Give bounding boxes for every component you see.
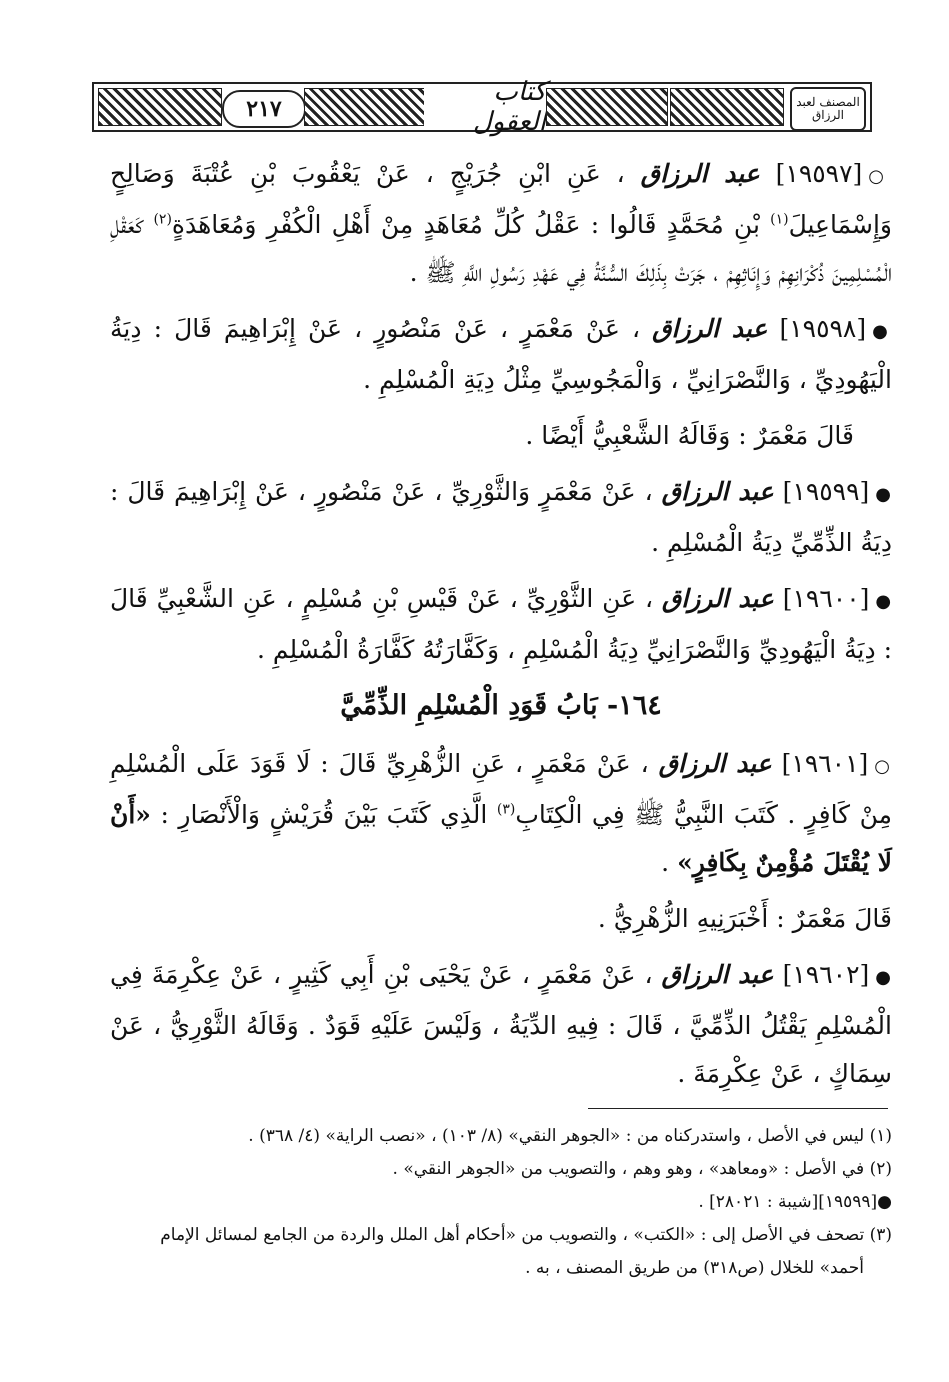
hadith-paragraph bbox=[110, 150, 892, 297]
author-name: عبد الرزاق bbox=[640, 159, 760, 188]
hadith-paragraph bbox=[110, 575, 892, 674]
page-header bbox=[92, 77, 872, 137]
hadith-number: [١٩٦٠٢] bbox=[782, 960, 870, 989]
hadith-text: ، عَنْ مَعْمَرٍ ، عَنْ مَنْصُورٍ ، عَنْ إِبْرَاهِيمَ قَالَ : دِيَةُ الْيَهُودِيِّ ، وَالنَّصْرَانِيِّ ، وَالْمَجُوسِيِّ مِثْلُ دِيَةِ الْمُسْلِمِ . bbox=[110, 314, 892, 394]
author-name: عبد الرزاق bbox=[652, 314, 768, 343]
ornament-band bbox=[98, 88, 222, 126]
footnote: (١) ليس في الأصل ، واستدركناه من : «الجوهر النقي» (٨/ ١٠٣) ، «نصب الراية» (٤/ ٣٦٨) . bbox=[248, 1126, 892, 1146]
ornament-band bbox=[304, 88, 426, 126]
hadith-number: [١٩٦٠١] bbox=[781, 749, 869, 778]
hadith-marker: ○ bbox=[868, 166, 892, 187]
author-name: عبد الرزاق bbox=[658, 749, 772, 778]
hadith-marker: ● bbox=[875, 484, 893, 505]
hadith-text: ، عَنْ مَعْمَرٍ وَالثَّوْرِيِّ ، عَنْ مَنْصُورٍ ، عَنْ إِبْرَاهِيمَ قَالَ : دِيَةُ الذِّمِّيِّ دِيَةُ الْمُسْلِمِ . bbox=[110, 477, 892, 557]
hadith-paragraph bbox=[110, 951, 892, 1098]
hadith-number: [١٩٥٩٨] bbox=[779, 314, 867, 343]
hadith-text: كَعَقْلِ الْمُسْلِمِينَ ذُكْرَانِهِمْ وَإِنَاثِهِمْ ، جَرَتْ بِذَلِكَ السُّنَّةُ فِي عَهْدِ رَسُولِ اللَّهِ ﷺ . bbox=[110, 210, 892, 287]
narrator-note: قَالَ مَعْمَرٌ : أَخْبَرَنِيهِ الزُّهْرِيُّ . bbox=[597, 904, 892, 933]
ornament-band bbox=[670, 88, 784, 126]
hadith-number: [١٩٥٩٧] bbox=[775, 159, 863, 188]
author-name: عبد الرزاق bbox=[661, 584, 774, 613]
footnote: (٣) تصحف في الأصل إلى : «الكتب» ، والتصويب من «أحكام أهل الملل والردة من الجامع لمسائل الإمام bbox=[160, 1225, 892, 1245]
hadith-paragraph bbox=[110, 468, 892, 567]
footnote-ref: (٣) bbox=[496, 801, 516, 818]
hadith-text: . bbox=[661, 848, 670, 877]
running-title: كتاب العقول bbox=[424, 86, 546, 128]
hadith-text: ، عَنْ مَعْمَرٍ ، عَنِ الزُّهْرِيِّ قَالَ : لَا قَوَدَ عَلَى الْمُسْلِمِ مِنْ كَافِرٍ . كَتَبَ النَّبِيُّ ﷺ فِي الْكِتَابِ bbox=[110, 749, 893, 829]
hadith-text: ، عَنْ مَعْمَرٍ ، عَنْ يَحْيَى بْنِ أَبِي كَثِيرٍ ، عَنْ عِكْرِمَةَ فِي الْمُسْلِمِ يَقْتُلُ الذِّمِّيَّ ، قَالَ : فِيهِ الدِّيَةُ ، وَلَيْسَ عَلَيْهِ قَوَدٌ . وَقَالَهُ الثَّوْرِيُّ ، عَنْ سِمَاكٍ ، عَنْ عِكْرِمَةَ . bbox=[110, 960, 892, 1088]
chapter-heading: ١٦٤- بَابُ قَوَدِ الْمُسْلِمِ الذِّمِّيَّ bbox=[340, 690, 662, 721]
hadith-number: [١٩٦٠٠] bbox=[782, 584, 870, 613]
hadith-paragraph bbox=[110, 305, 892, 404]
narrator-note: قَالَ مَعْمَرٌ : وَقَالَهُ الشَّعْبِيُّ أَيْضًا . bbox=[525, 421, 854, 450]
hadith-text: الَّذِي كَتَبَ بَيْنَ قُرَيْشٍ وَالْأَنْصَارِ : bbox=[160, 800, 488, 829]
book-logo: المصنف لعبد الرزاق bbox=[790, 87, 866, 131]
footnotes bbox=[110, 1120, 892, 1285]
page-number: ٢١٧ bbox=[222, 90, 306, 128]
main-text bbox=[110, 150, 892, 1106]
hadith-number: [١٩٥٩٩] bbox=[782, 477, 870, 506]
hadith-paragraph bbox=[110, 740, 892, 887]
footnote-continuation: أحمد» للخلال (ص٣١٨) من طريق المصنف ، به . bbox=[525, 1258, 864, 1278]
hadith-text: ، عَنِ الثَّوْرِيِّ ، عَنْ قَيْسِ بْنِ مُسْلِمٍ ، عَنِ الشَّعْبِيِّ قَالَ : دِيَةُ الْيَهُودِيِّ وَالنَّصْرَانِيِّ دِيَةُ الْمُسْلِمِ ، وَكَفَّارَتُهُ كَفَّارَةُ الْمُسْلِمِ . bbox=[110, 584, 892, 664]
hadith-marker: ● bbox=[875, 967, 892, 988]
author-name: عبد الرزاق bbox=[661, 477, 774, 506]
hadith-marker: ○ bbox=[874, 756, 892, 777]
hadith-text: بْنِ مُحَمَّدٍ قَالُوا : عَقْلُ كُلِّ مُعَاهَدٍ مِنْ أَهْلِ الْكُفْرِ وَمُعَاهَدَةٍ bbox=[171, 210, 760, 239]
footnote-ref: (٢) bbox=[153, 211, 172, 228]
author-name: عبد الرزاق bbox=[661, 960, 774, 989]
hadith-marker: ● bbox=[875, 591, 892, 612]
hadith-text: ، عَنِ ابْنِ جُرَيْجٍ ، عَنْ يَعْقُوبَ بْنِ عُتْبَةَ وَصَالِحٍ وَإِسْمَاعِيلَ bbox=[110, 159, 893, 239]
footnote: (٢) في الأصل : «ومعاهد» ، وهو وهم ، والتصويب من «الجوهر النقي» . bbox=[392, 1159, 892, 1179]
footnote-ref: (١) bbox=[770, 211, 789, 228]
prophetic-quote: «أَنْ لَا يُقْتَلَ مُؤْمِنٌ بِكَافِرٍ» bbox=[110, 800, 892, 877]
hadith-marker: ● bbox=[872, 321, 892, 342]
footnote-divider bbox=[588, 1108, 888, 1109]
footnote: ●[١٩٥٩٩][شيبة : ٢٨٠٢١] . bbox=[698, 1192, 892, 1212]
ornament-band bbox=[546, 88, 668, 126]
